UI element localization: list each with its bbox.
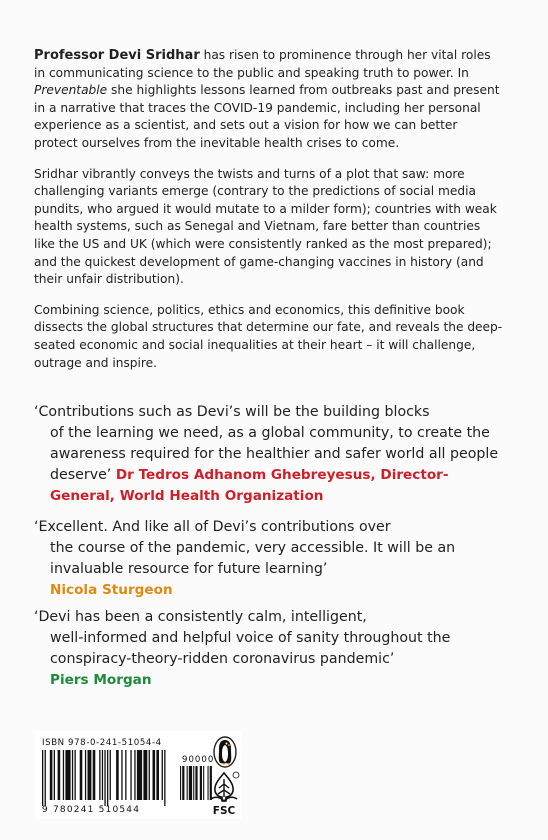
ean-barcode-bars [42, 750, 176, 806]
barcode-bar [180, 766, 181, 800]
barcode-bar [156, 750, 159, 800]
barcode-bar [130, 750, 131, 800]
quote-text: ‘Contributions such as Devi’s will be the building blocks [34, 404, 430, 420]
back-cover-blurb [34, 47, 504, 385]
blurb-paragraph-2: Sridhar vibrantly conveys the twists and turns of a plot that saw: more challenging variants emerge (contrary to the predictions of social media pundits, who argued it would mutate to a milder form); countries with weak health systems, such as Senegal and Vietnam, fare better than countries like the US and UK (which were consistently ranked as the most prepared); and the quickest development of game-changing vaccines in history (and their unfair distribution). [34, 166, 497, 287]
barcode-bar [164, 750, 165, 806]
barcode-bar [88, 750, 92, 800]
quote-text: ‘Excellent. And like all of Devi’s contributions over [34, 519, 391, 535]
barcode-bar [50, 750, 53, 800]
blurb-paragraph-3: Combining science, politics, ethics and economics, this definitive book dissects the global structures that determine our fate, and reveals the deep-seated economic and social inequalities at their heart – it will challenge, outrage and inspire. [34, 302, 503, 370]
quote-attribution: Piers Morgan [50, 672, 152, 688]
barcode-bar [200, 766, 202, 800]
barcode-bar [99, 750, 100, 800]
penguin-logo-icon [213, 736, 237, 768]
endorsement-quote [34, 402, 504, 507]
quote-text: the course of the pandemic, very accessible. It will be an invaluable resource for future learning’ [50, 540, 456, 577]
quote-attribution: Nicola Sturgeon [50, 582, 173, 598]
barcode-bar [162, 750, 163, 800]
ean-digits: 9 780241 510544 [42, 805, 141, 815]
barcode-bar [65, 750, 70, 800]
barcode-bar [75, 750, 76, 800]
barcode-bar [153, 750, 156, 800]
barcode-bar [121, 750, 122, 800]
isbn-number: ISBN 978-0-241-51054-4 [42, 738, 162, 748]
author-name: Professor Devi Sridhar [34, 48, 200, 63]
barcode-bar [80, 750, 83, 800]
barcode-bar [85, 750, 86, 800]
barcode-bar [102, 750, 103, 800]
barcode-bar [149, 750, 150, 800]
barcode-bar [189, 766, 192, 800]
barcode-bar [63, 750, 64, 800]
barcode-bar [116, 750, 119, 800]
barcode-bar [193, 766, 194, 800]
barcode-bar [107, 750, 108, 806]
fsc-logo-icon [207, 770, 241, 816]
barcode-bar [54, 750, 55, 800]
barcode-bar [203, 766, 204, 800]
price-code: 90000 [182, 755, 215, 765]
endorsement-quote [34, 607, 504, 691]
blurb-paragraph-1 [34, 47, 504, 153]
barcode-bar [137, 750, 142, 800]
quote-text: of the learning we need, as a global community, to create the awareness required for the healthier and safer world all people deserve’ [50, 425, 499, 483]
barcode-bar [45, 750, 46, 806]
quote-attribution: Dr Tedros Adhanom Ghebreyesus, Director-General, World Health Organization [50, 467, 449, 504]
quote-text: ‘Devi has been a consistently calm, intelligent, [34, 609, 367, 625]
barcode-bar [195, 766, 197, 800]
barcode-bar [182, 766, 184, 800]
barcode-bar [42, 750, 43, 806]
book-title: Preventable [34, 83, 108, 98]
barcode-bar [134, 750, 135, 800]
barcode-bar [110, 750, 111, 800]
barcode-bar [93, 750, 96, 800]
fsc-label: FSC [212, 805, 236, 816]
quote-text: well-informed and helpful voice of sanity throughout the conspiracy-theory-ridden coronavirus pandemic’ [50, 630, 451, 667]
barcode-bar [125, 750, 126, 800]
barcode-bar [58, 750, 61, 800]
blurb-text: has risen to prominence through her vital roles in communicating science to the public and speaking truth to power. In [34, 48, 491, 80]
barcode-bar [104, 750, 105, 806]
barcode-bar [143, 750, 147, 800]
blurb-text: she highlights lessons learned from outbreaks past and present in a narrative that traces the COVID-19 pandemic, including her personal experience as a scientist, and sets out a vision for how we can better protect ourselves from the inevitable health crises to come. [34, 83, 500, 150]
barcode-bar [187, 766, 188, 800]
endorsement-quote [34, 517, 504, 601]
barcode-bar [72, 750, 73, 800]
